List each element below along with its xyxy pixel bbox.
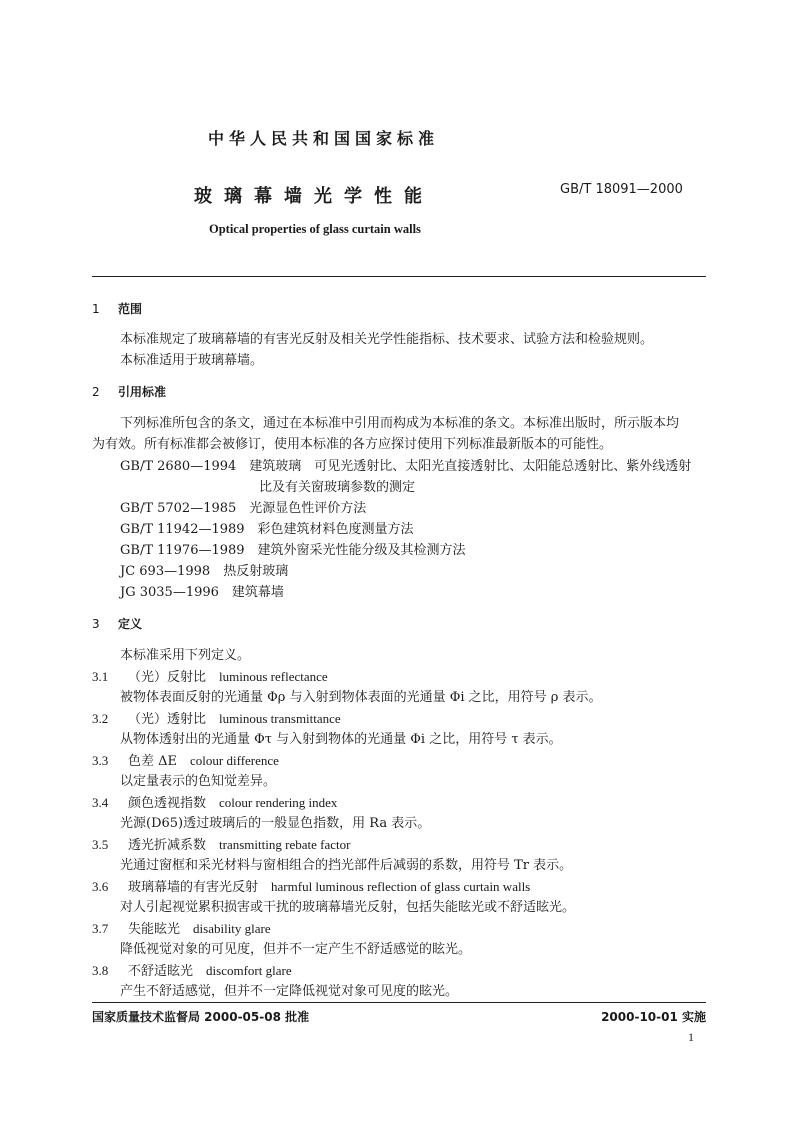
term-number: 3.6 bbox=[92, 879, 109, 894]
national-standard-heading: 中华人民共和国国家标准 bbox=[208, 129, 440, 148]
term-number: 3.5 bbox=[92, 837, 109, 852]
term-heading bbox=[92, 961, 292, 982]
term-definition: 从物体透射出的光通量 Φτ 与入射到物体的光通量 Φi 之比，用符号 τ 表示。 bbox=[120, 732, 562, 747]
approval-info: 国家质量技术监督局 2000-05-08 批准 bbox=[92, 1010, 310, 1024]
section-2-heading bbox=[92, 383, 166, 400]
paragraph: 为有效。所有标准都会被修订，使用本标准的各方应探讨使用下列标准最新版本的可能性。 bbox=[92, 437, 613, 452]
standard-code: GB/T 18091—2000 bbox=[560, 182, 683, 197]
term-number: 3.1 bbox=[92, 669, 109, 684]
term-zh: （光）透射比 bbox=[128, 712, 207, 727]
reference-item: JC 693—1998 热反射玻璃 bbox=[120, 564, 289, 579]
section-number: 2 bbox=[92, 385, 100, 399]
term-number: 3.4 bbox=[92, 795, 109, 810]
footer-divider bbox=[92, 1002, 706, 1003]
term-zh: 色差 ΔE bbox=[128, 754, 178, 769]
term-definition: 产生不舒适感觉，但并不一定降低视觉对象可见度的眩光。 bbox=[120, 984, 459, 999]
reference-item: GB/T 5702—1985 光源显色性评价方法 bbox=[120, 501, 367, 516]
english-title: Optical properties of glass curtain walls bbox=[209, 222, 421, 236]
term-zh: 不舒适眩光 bbox=[128, 964, 194, 979]
term-heading bbox=[92, 793, 337, 814]
reference-item: 比及有关窗玻璃参数的测定 bbox=[259, 480, 416, 495]
term-zh: 玻璃幕墙的有害光反射 bbox=[128, 880, 259, 895]
reference-item: GB/T 11976—1989 建筑外窗采光性能分级及其检测方法 bbox=[120, 543, 466, 558]
section-1-heading bbox=[92, 300, 142, 317]
section-title: 引用标准 bbox=[118, 385, 167, 399]
term-heading bbox=[92, 919, 271, 940]
term-definition: 光通过窗框和采光材料与窗相组合的挡光部件后减弱的系数，用符号 Tr 表示。 bbox=[120, 858, 573, 873]
page-number: 1 bbox=[688, 1030, 694, 1044]
section-title: 范围 bbox=[118, 302, 143, 316]
term-zh: 失能眩光 bbox=[128, 922, 181, 937]
section-title: 定义 bbox=[118, 617, 143, 631]
term-definition: 以定量表示的色知觉差异。 bbox=[120, 774, 277, 789]
term-en: discomfort glare bbox=[206, 963, 292, 978]
term-en: luminous transmittance bbox=[219, 711, 341, 726]
term-zh: 透光折减系数 bbox=[128, 838, 207, 853]
term-number: 3.3 bbox=[92, 753, 109, 768]
term-zh: （光）反射比 bbox=[128, 670, 207, 685]
reference-item: GB/T 11942—1989 彩色建筑材料色度测量方法 bbox=[120, 522, 414, 537]
section-number: 1 bbox=[92, 302, 100, 316]
paragraph: 下列标准所包含的条文，通过在本标准中引用而构成为本标准的条文。本标准出版时，所示版本均 bbox=[120, 416, 680, 431]
page-title: 玻璃幕墙光学性能 bbox=[194, 186, 434, 207]
term-heading bbox=[92, 709, 341, 730]
effective-date: 2000-10-01 实施 bbox=[601, 1010, 706, 1024]
paragraph: 本标准适用于玻璃幕墙。 bbox=[120, 353, 264, 368]
term-definition: 被物体表面反射的光通量 Φρ 与入射到物体表面的光通量 Φi 之比，用符号 ρ 表示。 bbox=[120, 690, 602, 705]
term-heading bbox=[92, 751, 279, 772]
term-heading bbox=[92, 835, 350, 856]
term-en: disability glare bbox=[193, 921, 271, 936]
reference-item: JG 3035—1996 建筑幕墙 bbox=[120, 585, 284, 600]
header-divider bbox=[92, 276, 706, 277]
term-number: 3.8 bbox=[92, 963, 109, 978]
term-en: harmful luminous reflection of glass curtain walls bbox=[271, 879, 531, 894]
term-en: luminous reflectance bbox=[219, 669, 328, 684]
term-en: colour difference bbox=[190, 753, 279, 768]
term-definition: 光源(D65)透过玻璃后的一般显色指数，用 Ra 表示。 bbox=[120, 816, 431, 831]
term-definition: 降低视觉对象的可见度，但并不一定产生不舒适感觉的眩光。 bbox=[120, 942, 472, 957]
section-3-heading bbox=[92, 615, 142, 632]
term-number: 3.7 bbox=[92, 921, 109, 936]
term-heading bbox=[92, 877, 530, 898]
section-number: 3 bbox=[92, 617, 100, 631]
paragraph: 本标准采用下列定义。 bbox=[120, 648, 251, 663]
term-definition: 对人引起视觉累积损害或干扰的玻璃幕墙光反射，包括失能眩光或不舒适眩光。 bbox=[120, 900, 576, 915]
term-heading bbox=[92, 667, 328, 688]
paragraph: 本标准规定了玻璃幕墙的有害光反射及相关光学性能指标、技术要求、试验方法和检验规则。 bbox=[120, 332, 654, 347]
term-en: colour rendering index bbox=[219, 795, 338, 810]
reference-item: GB/T 2680—1994 建筑玻璃 可见光透射比、太阳光直接透射比、太阳能总透射比、紫外线透射 bbox=[120, 459, 692, 474]
term-en: transmitting rebate factor bbox=[219, 837, 351, 852]
term-number: 3.2 bbox=[92, 711, 109, 726]
term-zh: 颜色透视指数 bbox=[128, 796, 207, 811]
